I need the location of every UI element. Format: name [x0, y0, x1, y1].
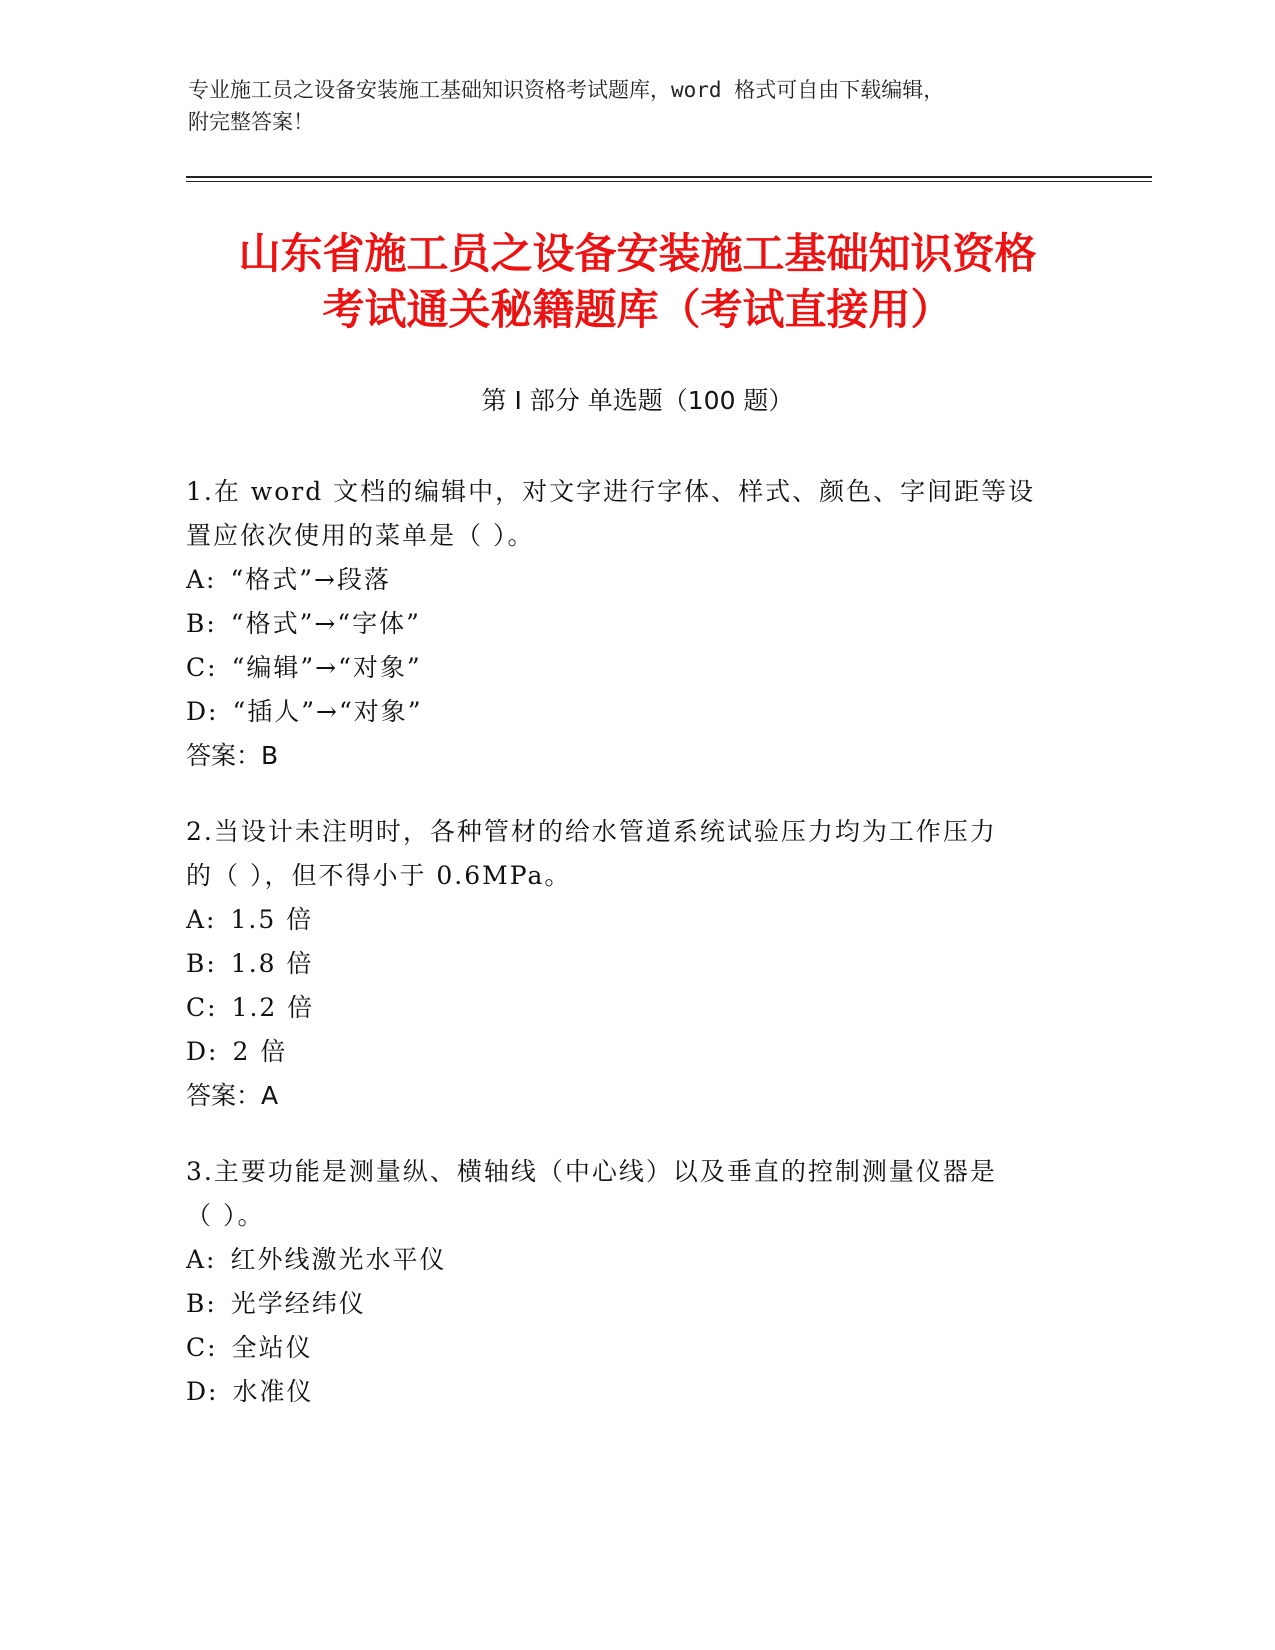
section-title: 第 I 部分 单选题（100 题）	[481, 386, 794, 415]
option-key: D:	[186, 1037, 219, 1066]
header-note	[188, 74, 1068, 138]
question-list	[186, 470, 1066, 1446]
option-text: 1.2 倍	[231, 993, 315, 1022]
question-stem	[186, 810, 1066, 898]
option-key: A:	[186, 1245, 217, 1274]
document-title-line2: 考试通关秘籍题库（考试直接用）	[322, 285, 953, 334]
option-key: A:	[186, 565, 217, 594]
option-text: “格式”→段落	[230, 565, 391, 594]
option-a	[186, 898, 1066, 942]
option-b	[186, 1282, 1066, 1326]
answer-value: B	[261, 741, 279, 770]
header-note-line1: 专业施工员之设备安装施工基础知识资格考试题库，word 格式可自由下载编辑，	[188, 78, 945, 102]
option-text: 光学经纬仪	[230, 1289, 366, 1318]
option-key: C:	[186, 993, 218, 1022]
question-stem	[186, 1150, 1066, 1238]
option-text: “插人”→“对象”	[232, 697, 423, 726]
option-d	[186, 690, 1066, 734]
option-c	[186, 1326, 1066, 1370]
option-key: D:	[186, 697, 219, 726]
header-divider-thick	[186, 176, 1152, 178]
option-c	[186, 986, 1066, 1030]
question-2	[186, 810, 1066, 1118]
question-stem-line2: （ ）。	[186, 1201, 265, 1230]
option-b	[186, 602, 1066, 646]
option-text: 2 倍	[232, 1037, 288, 1066]
option-key: B:	[186, 609, 217, 638]
option-text: 红外线激光水平仪	[230, 1245, 447, 1274]
option-text: 水准仪	[232, 1377, 314, 1406]
option-d	[186, 1370, 1066, 1414]
option-a	[186, 558, 1066, 602]
option-text: “编辑”→“对象”	[231, 653, 422, 682]
answer	[186, 1074, 1066, 1118]
question-stem-line1: 1.在 word 文档的编辑中，对文字进行字体、样式、颜色、字间距等设	[186, 477, 1036, 506]
option-text: 1.8 倍	[230, 949, 314, 978]
header-divider-thin	[186, 181, 1152, 182]
option-key: A:	[186, 905, 217, 934]
option-key: C:	[186, 653, 218, 682]
option-d	[186, 1030, 1066, 1074]
question-stem-line1: 3.主要功能是测量纵、横轴线（中心线）以及垂直的控制测量仪器是	[186, 1157, 997, 1186]
option-b	[186, 942, 1066, 986]
answer-label: 答案：	[186, 741, 262, 770]
option-key: B:	[186, 949, 217, 978]
document-title	[0, 226, 1275, 338]
question-stem-line2: 的（ ），但不得小于 0.6MPa。	[186, 861, 572, 890]
option-key: B:	[186, 1289, 217, 1318]
document-title-line1: 山东省施工员之设备安装施工基础知识资格	[238, 229, 1037, 278]
question-1	[186, 470, 1066, 778]
question-3	[186, 1150, 1066, 1414]
question-stem-line1: 2.当设计未注明时，各种管材的给水管道系统试验压力均为工作压力	[186, 817, 997, 846]
answer	[186, 734, 1066, 778]
answer-label: 答案：	[186, 1081, 262, 1110]
question-stem	[186, 470, 1066, 558]
option-c	[186, 646, 1066, 690]
question-stem-line2: 置应依次使用的菜单是（ ）。	[186, 521, 535, 550]
answer-value: A	[261, 1081, 279, 1110]
option-text: “格式”→“字体”	[230, 609, 421, 638]
option-text: 全站仪	[231, 1333, 313, 1362]
header-note-line2: 附完整答案！	[188, 110, 314, 134]
option-a	[186, 1238, 1066, 1282]
option-text: 1.5 倍	[230, 905, 314, 934]
option-key: C:	[186, 1333, 218, 1362]
option-key: D:	[186, 1377, 219, 1406]
